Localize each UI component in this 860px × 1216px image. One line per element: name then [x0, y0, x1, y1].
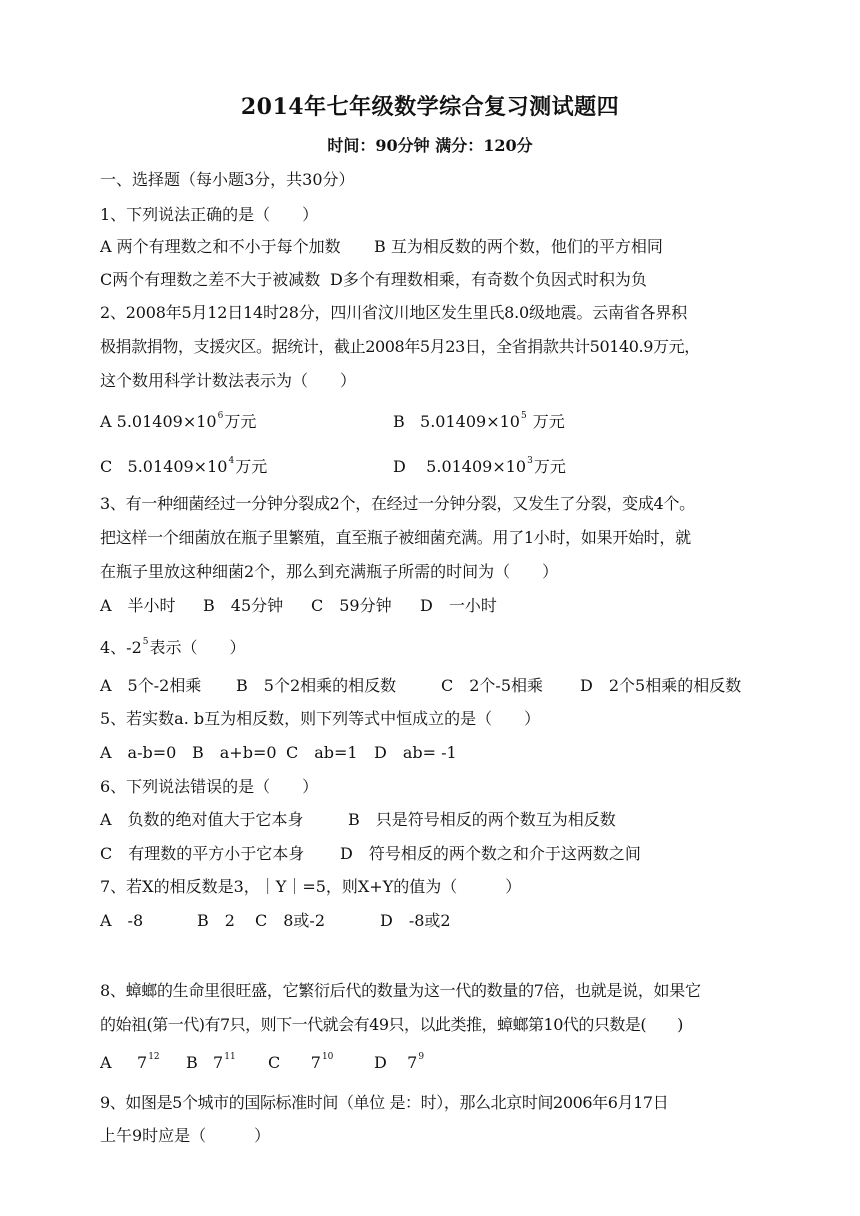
question-4-stem-prefix: 4、-2: [100, 638, 142, 657]
page-title: 2014年七年级数学综合复习测试题四: [240, 94, 620, 120]
option-c-exponent: 4: [228, 456, 235, 466]
question-4-stem: [100, 638, 768, 658]
option-d-label: D: [393, 457, 406, 476]
option-a-label: A: [100, 412, 112, 431]
question-8-option-d: [374, 1053, 425, 1073]
question-3-option-d: D 一小时: [420, 596, 497, 615]
question-2-option-c: [100, 457, 267, 477]
question-1-option-a: A 两个有理数之和不小于每个加数: [100, 237, 341, 256]
question-2-option-d: [393, 457, 566, 477]
question-2-line-3: 这个数用科学计数法表示为（ ）: [100, 371, 357, 390]
question-5-option-b: B a+b=0: [192, 743, 277, 762]
question-4-option-c: C 2个-5相乘: [441, 676, 544, 695]
question-1-option-b: B 互为相反数的两个数，他们的平方相同: [374, 237, 663, 256]
question-4-option-d: D 2个5相乘的相反数: [580, 676, 742, 695]
option-d-base: 5.01409×10: [426, 457, 527, 476]
question-2-line-1: 2、2008年5月12日14时28分，四川省汶川地区发生里氏8.0级地震。云南省各界积: [100, 303, 688, 322]
question-8-line-2: 的始祖(第一代)有7只，则下一代就会有49只，以此类推，蟑螂第10代的只数是( ): [100, 1015, 683, 1034]
question-8-line-1: 8、蟑螂的生命里很旺盛，它繁衍后代的数量为这一代的数量的7倍，也就是说，如果它: [100, 981, 701, 1000]
question-7-option-d: D -8或2: [380, 911, 451, 930]
question-4-option-a: A 5个-2相乘: [100, 676, 202, 695]
question-7-option-a: A -8: [100, 911, 144, 930]
question-8-option-a: [100, 1053, 161, 1073]
question-9-line-2: 上午9时应是（ ）: [100, 1126, 271, 1145]
question-5-option-a: A a-b=0: [100, 743, 177, 762]
option-a-base: 7: [137, 1053, 148, 1072]
question-3-line-3: 在瓶子里放这种细菌2个，那么到充满瓶子所需的时间为（ ）: [100, 562, 559, 581]
option-a-label: A: [100, 1053, 112, 1072]
option-b-exponent: 5: [520, 411, 527, 421]
option-b-label: B: [393, 412, 405, 431]
question-6-option-a: A 负数的绝对值大于它本身: [100, 810, 304, 829]
question-3-line-2: 把这样一个细菌放在瓶子里繁殖，直至瓶子被细菌充满。用了1小时，如果开始时，就: [100, 528, 691, 547]
option-b-exponent: 11: [224, 1052, 236, 1062]
option-a-exponent: 12: [148, 1052, 160, 1062]
question-6-stem: 6、下列说法错误的是（ ）: [100, 777, 319, 796]
option-d-unit: 万元: [533, 457, 566, 476]
question-8-option-b: [186, 1053, 237, 1073]
option-a-unit: 万元: [224, 412, 257, 431]
option-d-exponent: 9: [418, 1052, 425, 1062]
option-b-label: B: [186, 1053, 198, 1072]
question-3-option-b: B 45分钟: [203, 596, 284, 615]
question-1-option-c: C两个有理数之差不大于被减数: [100, 270, 321, 289]
option-d-base: 7: [407, 1053, 418, 1072]
option-c-base: 7: [310, 1053, 321, 1072]
option-c-label: C: [268, 1053, 281, 1072]
question-8-option-c: [268, 1053, 334, 1073]
option-c-exponent: 10: [321, 1052, 334, 1062]
question-5-stem: 5、若实数a. b互为相反数，则下列等式中恒成立的是（ ）: [100, 709, 541, 728]
question-6-option-d: D 符号相反的两个数之和介于这两数之间: [340, 844, 641, 863]
question-1-option-d: D多个有理数相乘，有奇数个负因式时积为负: [330, 270, 647, 289]
question-7-option-b: B 2: [197, 911, 235, 930]
option-a-exponent: 6: [217, 411, 224, 421]
question-9-line-1: 9、如图是5个城市的国际标准时间（单位 是：时），那么北京时间2006年6月17日: [100, 1093, 669, 1112]
option-c-label: C: [100, 457, 113, 476]
question-1-stem: 1、下列说法正确的是（ ）: [100, 205, 319, 224]
question-3-option-a: A 半小时: [100, 596, 176, 615]
option-b-unit: 万元: [532, 412, 565, 431]
question-3-line-1: 3、有一种细菌经过一分钟分裂成2个，在经过一分钟分裂，又发生了分裂，变成4个。: [100, 494, 695, 513]
question-5-option-d: D ab= -1: [374, 743, 457, 762]
option-c-base: 5.01409×10: [127, 457, 228, 476]
question-6-option-b: B 只是符号相反的两个数互为相反数: [348, 810, 616, 829]
option-b-base: 5.01409×10: [420, 412, 520, 431]
question-7-stem: 7、若X的相反数是3，｜Y｜=5，则X+Y的值为（ ）: [100, 877, 522, 896]
question-2-option-a: [100, 412, 256, 432]
question-2-option-b: [393, 412, 565, 432]
option-b-base: 7: [213, 1053, 224, 1072]
question-3-option-c: C 59分钟: [311, 596, 392, 615]
question-2-line-2: 极捐款捐物，支援灾区。据统计，截止2008年5月23日，全省捐款共计50140.9万元，: [100, 337, 700, 356]
option-c-unit: 万元: [235, 457, 268, 476]
option-a-base: 5.01409×10: [116, 412, 217, 431]
question-6-option-c: C 有理数的平方小于它本身: [100, 844, 305, 863]
question-7-option-c: C 8或-2: [255, 911, 326, 930]
question-5-option-c: C ab=1: [286, 743, 358, 762]
exam-time-score: 时间：90分钟 满分：120分: [327, 136, 533, 155]
option-d-exponent: 3: [527, 456, 533, 466]
question-4-exponent: 5: [142, 637, 149, 647]
question-4-stem-suffix: 表示（ ）: [149, 638, 246, 657]
question-4-option-b: B 5个2相乘的相反数: [236, 676, 397, 695]
section-heading: 一、选择题（每小题3分，共30分）: [100, 170, 355, 189]
option-d-label: D: [374, 1053, 387, 1072]
